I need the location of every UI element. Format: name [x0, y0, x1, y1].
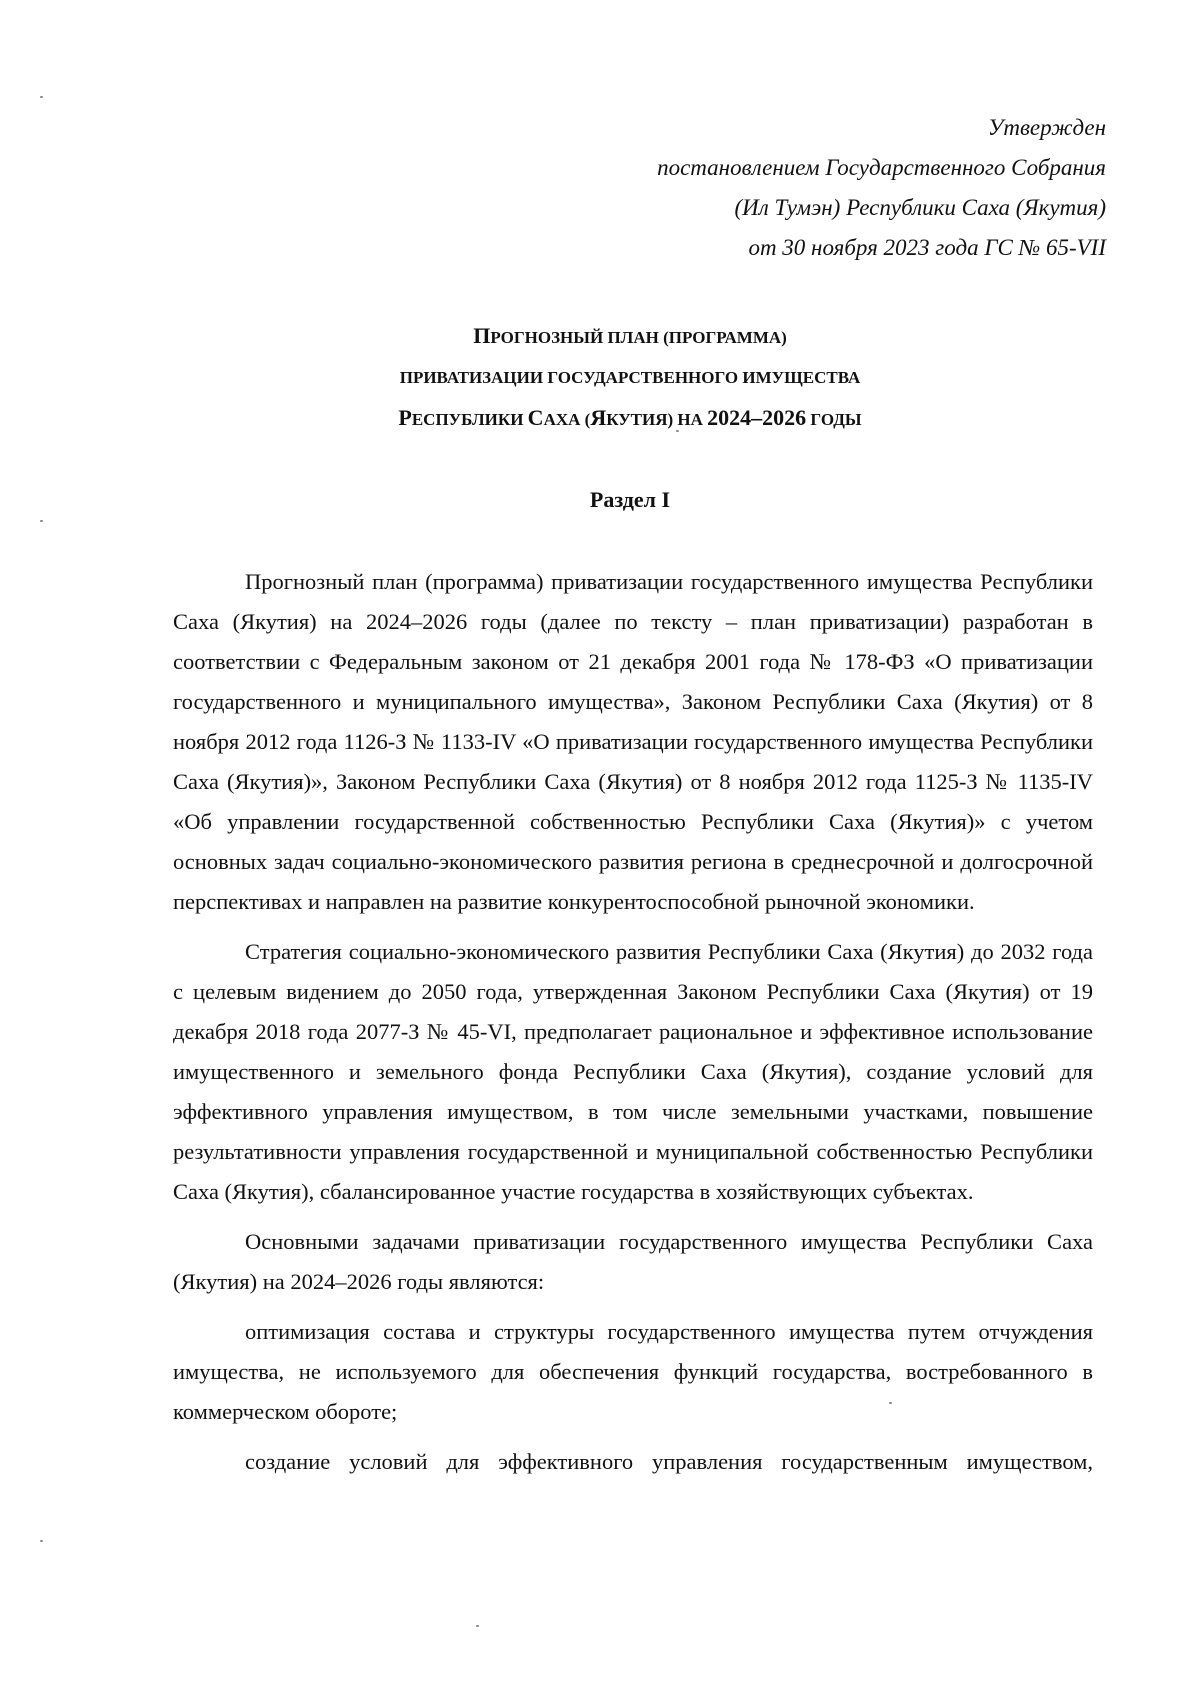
title-line-3-part-2: АХА ( — [543, 410, 591, 429]
scan-speck — [40, 96, 43, 98]
approval-line-3: (Ил Тумэн) Республики Саха (Якутия) — [734, 195, 1106, 220]
approval-line-1: Утвержден — [987, 115, 1106, 140]
title-line-3-part-1: ЕСПУБЛИКИ — [411, 410, 528, 429]
title-line-3-part-4: ГОДЫ — [806, 410, 862, 429]
scan-speck — [40, 1540, 43, 1542]
paragraph-intro: Прогнозный план (программа) приватизации государственного имущества Республики Саха (Якутия) на 2024–2026 годы (далее по тексту – план приватизации) разработан в соответствии с Федеральным законом от 21 декабря 2001 года № 178-ФЗ «О приватизации государственного и муниципального имущества», Законом Республики Саха (Якутия) от 8 ноября 2012 года 1126-З № 1133-IV «О приватизации государственного имущества Республики Саха (Якутия)», Законом Республики Саха (Якутия) от 8 ноября 2012 года 1125-З № 1135-IV «Об управлении государственной собственностью Республики Саха (Якутия)» с учетом основных задач социально-экономического развития региона в среднесрочной и долгосрочной перспективах и направлен на развитие конкурентоспособной рыночной экономики. — [173, 569, 1093, 914]
paragraph-strategy: Стратегия социально-экономического развития Республики Саха (Якутия) до 2032 года с целевым видением до 2050 года, утвержденная Законом Республики Саха (Якутия) от 19 декабря 2018 года 2077-З № 45-VI, предполагает рациональное и эффективное использование имущественного и земельного фонда Республики Саха (Якутия), создание условий для эффективного управления имуществом, в том числе земельными участками, повышение результативности управления государственной и муниципальной собственностью Республики Саха (Якутия), сбалансированное участие государства в хозяйствующих субъектах. — [173, 939, 1093, 1204]
scan-speck — [676, 430, 679, 432]
paragraph-tasks-intro: Основными задачами приватизации государственного имущества Республики Саха (Якутия) на 2024–2026 годы являются: — [173, 1229, 1093, 1294]
title-line-3-initial-s: С — [527, 405, 544, 430]
paragraph-task-optimization: оптимизация состава и структуры государственного имущества путем отчуждения имущества, не используемого для обеспечения функций государства, востребованного в коммерческом обороте; — [173, 1319, 1093, 1424]
title-line-3-initial-r: Р — [398, 405, 412, 430]
title-line-3-part-3: КУТИЯ) НА — [606, 410, 708, 429]
approval-line-4: от 30 ноября 2023 года ГС № 65-VII — [748, 235, 1106, 260]
scan-speck — [40, 520, 43, 522]
document-body — [173, 562, 1093, 1492]
title-line-1-initial: П — [473, 323, 491, 348]
title-line-1-rest: РОГНОЗНЫЙ ПЛАН (ПРОГРАММА) — [490, 328, 787, 347]
section-heading: Раздел I — [589, 487, 671, 512]
title-line-3-years: 2024–2026 — [707, 405, 807, 430]
scan-speck — [889, 1402, 892, 1404]
scan-speck — [476, 1625, 479, 1627]
document-title — [160, 316, 1100, 440]
title-line-2: ПРИВАТИЗАЦИИ ГОСУДАРСТВЕННОГО ИМУЩЕСТВА — [399, 368, 861, 387]
paragraph-task-management: создание условий для эффективного управления государственным имуществом, — [245, 1449, 1093, 1474]
title-line-3-initial-ya: Я — [590, 405, 607, 430]
title-line-3 — [160, 398, 1100, 440]
approval-block — [486, 108, 1106, 268]
approval-line-2: постановлением Государственного Собрания — [657, 155, 1106, 180]
title-line-1 — [160, 316, 1100, 358]
